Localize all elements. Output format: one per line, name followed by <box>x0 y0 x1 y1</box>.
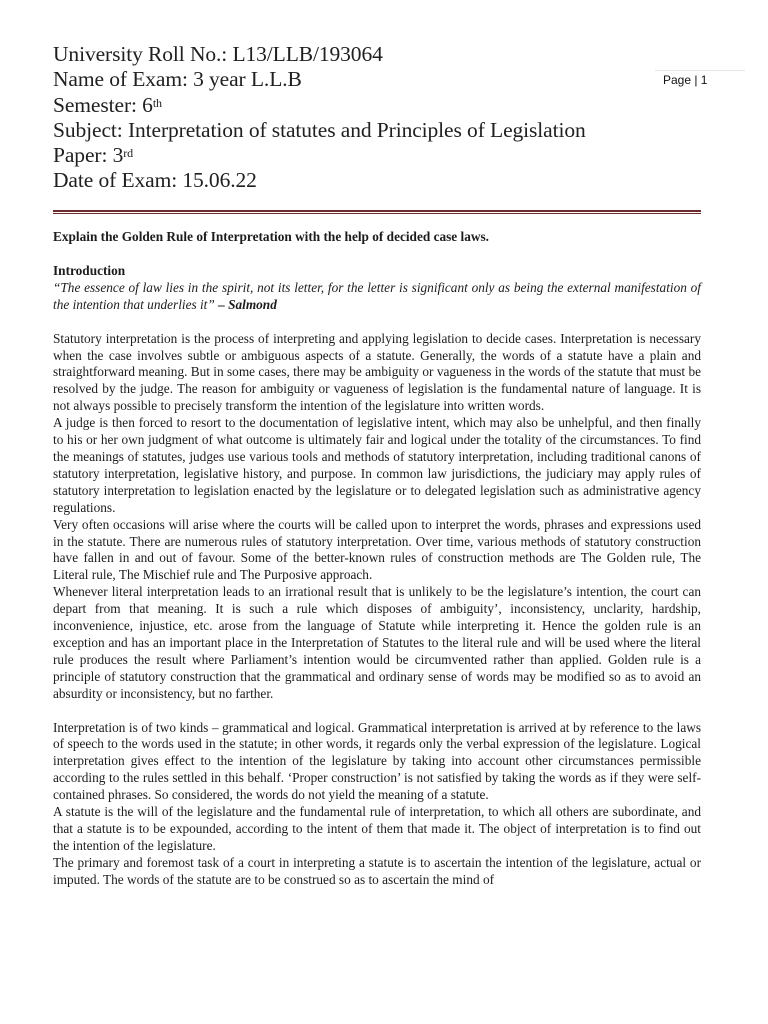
divider-thin-line <box>53 213 701 214</box>
semester-superscript: th <box>152 95 162 110</box>
divider-thick-line <box>53 210 701 212</box>
document-body <box>53 229 701 889</box>
exam-header <box>53 42 653 194</box>
paper-superscript: rd <box>123 146 134 161</box>
paragraph: Whenever literal interpretation leads to an irrational result that is unlikely to be the legislature’s intention, the court can depart from that meaning. It is such a rule which disposes of ambiguity’, inconsistency, unclarity, hardship, inconvenience, injustice, etc. arose from the language of Statute while interpreting it. Hence the golden rule is an exception and has an important place in the Interpretation of Statutes to the literal rule and will be used where the literal rule produces the result where Parliament’s intention would be circumvented rather than applied. Golden rule is a principle of statutory construction that the grammatical and ordinary sense of words may be modified so as to avoid an absurdity or inconsistency, but no farther. <box>53 584 701 701</box>
introduction-heading: Introduction <box>53 262 126 278</box>
page-number: Page | 1 <box>663 73 708 87</box>
paper <box>53 143 653 168</box>
quote-text: “The essence of law lies in the spirit, not its letter, for the letter is significant only as being the external manifestation of the intention that underlies it” <box>53 279 701 312</box>
exam-date: Date of Exam: 15.06.22 <box>53 168 257 193</box>
roll-number: University Roll No.: L13/LLB/193064 <box>53 42 383 66</box>
page-number-rule <box>655 70 745 71</box>
semester-text: Semester: 6 <box>53 92 153 117</box>
paragraph: Very often occasions will arise where the courts will be called upon to interpret the words, phrases and expressions used in the statute. There are numerous rules of statutory interpretation. Over time, various methods of statutory construction have fallen in and out of favour. Some of the better-known rules of construction methods are The Golden rule, The Literal rule, The Mischief rule and The Purposive approach. <box>53 516 701 583</box>
paragraph: Interpretation is of two kinds – grammatical and logical. Grammatical interpretation is arrived at by reference to the laws of speech to the words used in the statute; in other words, it regards only the verbal expression of the legislature. Logical interpretation gives effect to the intention of the legislature by taking into account other circumstances permissible according to the rules settled in this behalf. ‘Proper construction’ is not satisfied by taking the words as if they were self-contained phrases. So considered, the words do not yield the meaning of a statute. <box>53 719 701 803</box>
paragraph: A judge is then forced to resort to the documentation of legislative intent, which may also be unhelpful, and then finally to his or her own judgment of what outcome is ultimately fair and logical under the totality of the circumstances. To find the meanings of statutes, judges use various tools and methods of statutory interpretation, including traditional canons of statutory interpretation, legislative history, and purpose. In common law jurisdictions, the judiciary may apply rules of statutory interpretation to legislation enacted by the legislature or to delegated legislation such as administrative agency regulations. <box>53 415 701 515</box>
salmond-quote <box>53 280 701 314</box>
semester <box>53 93 653 118</box>
question-heading: Explain the Golden Rule of Interpretation with the help of decided case laws. <box>53 229 489 244</box>
paragraph: The primary and foremost task of a court in interpreting a statute is to ascertain the intention of the legislature, actual or imputed. The words of the statute are to be construed so as to ascertain the mind of <box>53 854 701 887</box>
exam-name: Name of Exam: 3 year L.L.B <box>53 67 302 92</box>
paragraph: Statutory interpretation is the process of interpreting and applying legislation to decide cases. Interpretation is necessary when the case involves subtle or ambiguous aspects of a statute. Generally, the words of a statute have a plain and straightforward meaning. But in some cases, there may be ambiguity or vagueness in the words of the statute that must be resolved by the judge. The reason for ambiguity or vagueness of legislation is the fundamental nature of language. It is not always possible to precisely transform the intention of the legislature into written words. <box>53 330 701 414</box>
paragraph: A statute is the will of the legislature and the fundamental rule of interpretation, to which all others are subordinate, and that a statute is to be expounded, according to the intent of them that made it. The object of interpretation is to find out the intention of the legislature. <box>53 804 701 853</box>
header-divider <box>53 210 701 214</box>
paper-text: Paper: 3 <box>53 143 124 168</box>
subject: Subject: Interpretation of statutes and Principles of Legislation <box>53 117 586 142</box>
quote-author: – Salmond <box>218 296 277 312</box>
